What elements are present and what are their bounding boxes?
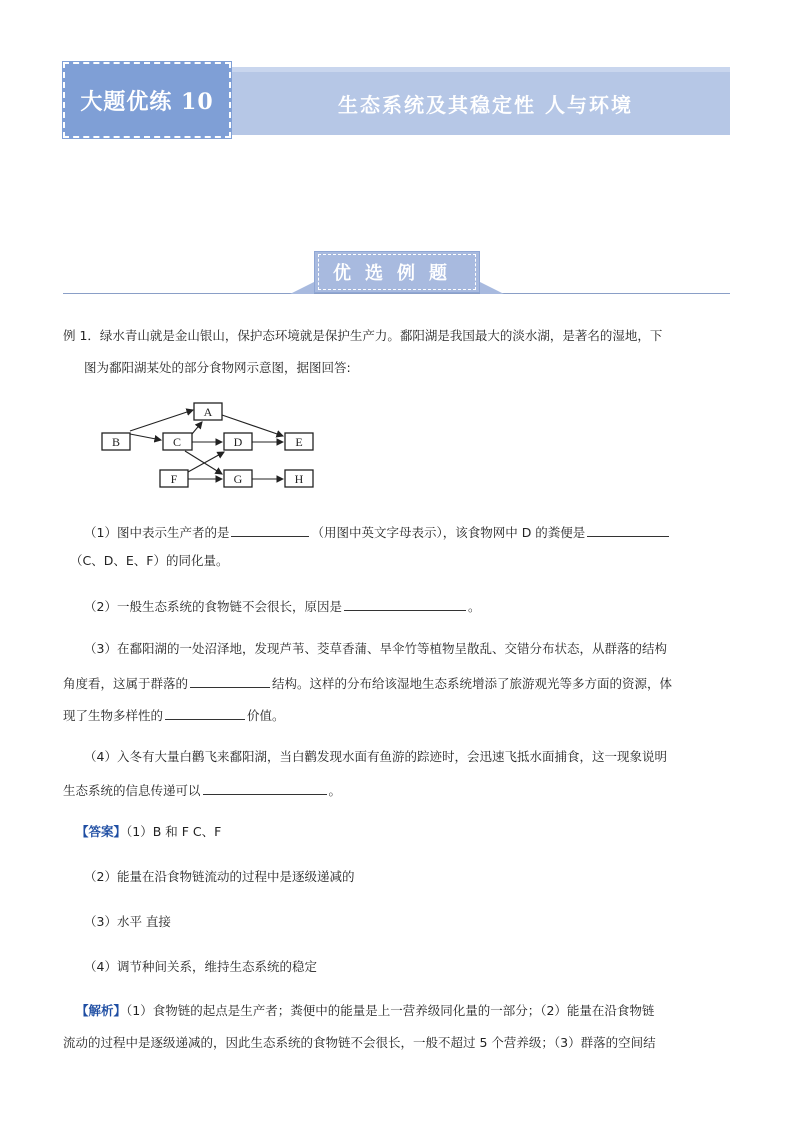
answer-line-1	[76, 823, 221, 841]
question-line-2: 图为鄱阳湖某处的部分食物网示意图，据图回答:	[84, 360, 351, 375]
q1-text-a: （1）图中表示生产者的是	[84, 525, 230, 540]
node-e	[285, 433, 313, 450]
analysis-tag: 【解析】	[76, 1003, 127, 1018]
node-b	[102, 433, 130, 450]
header-banner	[63, 62, 730, 138]
practice-badge	[63, 62, 231, 138]
section-title: 优选例题	[318, 254, 476, 290]
answer-1: （1）B 和 F C、F	[126, 824, 222, 839]
answer-line-3: （3）水平 直接	[84, 914, 171, 929]
q3-blank-1[interactable]	[190, 673, 270, 688]
section-wing-right	[480, 282, 504, 294]
section-wing-left	[290, 282, 314, 294]
q4-blank[interactable]	[203, 780, 327, 795]
q1-text-b: （用图中英文字母表示），该食物网中 D 的粪便是	[311, 525, 586, 540]
q3-line-1: （3）在鄱阳湖的一处沼泽地，发现芦苇、茭草香蒲、旱伞竹等植物呈散乱、交错分布状态，从群落的结构	[84, 641, 667, 656]
answer-line-2: （2）能量在沿食物链流动的过程中是逐级递减的	[84, 869, 355, 884]
section-header	[314, 251, 480, 293]
analysis-line-1	[76, 1002, 654, 1020]
q3-text-e: 价值。	[247, 708, 285, 723]
q3-line-3	[63, 705, 285, 725]
node-e-label: E	[295, 435, 303, 449]
page-title: 生态系统及其稳定性 人与环境	[338, 93, 633, 117]
node-f-label: F	[170, 472, 178, 486]
answer-tag: 【答案】	[76, 824, 127, 839]
q2-line	[84, 596, 480, 616]
node-b-label: B	[111, 435, 121, 449]
q4-line-2	[63, 780, 341, 800]
node-h-label: H	[294, 472, 304, 486]
q2-text-b: 。	[467, 599, 481, 614]
food-web-diagram	[100, 398, 320, 494]
analysis-text-1: （1）食物链的起点是生产者；粪便中的能量是上一营养级同化量的一部分；（2）能量在沿食物链	[126, 1003, 655, 1018]
arrow-b-c	[130, 434, 161, 440]
analysis-line-2: 流动的过程中是逐级递减的，因此生态系统的食物链不会很长，一般不超过 5 个营养级；（3）群落的空间结	[63, 1035, 656, 1050]
arrow-f-d	[188, 452, 224, 472]
node-c	[163, 433, 192, 450]
node-g-label: G	[233, 472, 243, 486]
q3-line-2	[63, 673, 672, 693]
node-f	[160, 470, 188, 487]
q2-text-a: （2）一般生态系统的食物链不会很长，原因是	[84, 599, 342, 614]
q2-blank[interactable]	[344, 596, 466, 611]
node-d	[224, 433, 252, 450]
q3-text-d: 现了生物多样性的	[63, 708, 164, 723]
q1-line-2: （C、D、E、F）的同化量。	[70, 553, 229, 568]
q4-line-1: （4）入冬有大量白鹳飞来鄱阳湖，当白鹳发现水面有鱼游的踪迹时，会迅速飞抵水面捕食，这一现象说明	[84, 749, 667, 764]
q4-text-b: 生态系统的信息传递可以	[63, 783, 201, 798]
q1-blank-1[interactable]	[231, 522, 309, 537]
answer-line-4: （4）调节种间关系，维持生态系统的稳定	[84, 959, 317, 974]
arrow-b-a	[130, 410, 193, 431]
q3-text-b: 角度看，这属于群落的	[63, 676, 189, 691]
node-a-label: A	[203, 405, 213, 419]
arrow-c-a	[192, 422, 202, 434]
section-divider	[63, 293, 730, 294]
q3-text-c: 结构。这样的分布给该湿地生态系统增添了旅游观光等多方面的资源，体	[272, 676, 673, 691]
q1-blank-2[interactable]	[587, 522, 669, 537]
q1-line-1	[84, 522, 671, 542]
node-c-label: C	[172, 435, 182, 449]
node-a	[194, 403, 222, 420]
q3-blank-2[interactable]	[165, 705, 245, 720]
badge-label: 大题优练 10	[80, 88, 214, 115]
question-line-1: 例 1．绿水青山就是金山银山，保护态环境就是保护生产力。鄱阳湖是我国最大的淡水湖，是著名的湿地，下	[63, 328, 663, 343]
node-h	[285, 470, 313, 487]
q4-text-c: 。	[328, 783, 342, 798]
node-d-label: D	[233, 435, 243, 449]
node-g	[224, 470, 252, 487]
